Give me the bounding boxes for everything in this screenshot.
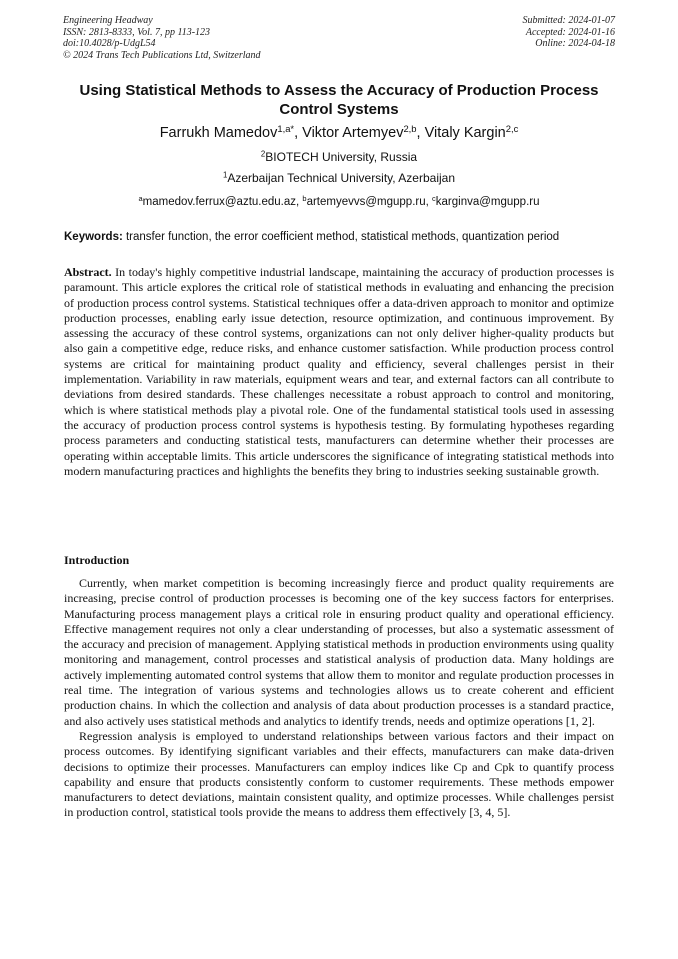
keywords-label: Keywords: [64, 231, 123, 243]
journal-info [63, 15, 261, 61]
journal-doi: doi:10.4028/p-UdgL54 [63, 38, 156, 49]
author-list: Farrukh Mamedov$^{1,a*}$, Viktor Artemyev$^{2,b}$, Vitaly Kargin$^{2,c}$ [159, 122, 519, 141]
affiliation: $^2$BIOTECH University, Russia [260, 149, 418, 164]
section-heading-introduction: Introduction [64, 553, 130, 567]
introduction-body [64, 576, 614, 821]
author-name: Vitaly Kargin [424, 125, 506, 141]
keywords-text: transfer function, the error coefficient method, statistical methods, quantization period [122, 231, 560, 243]
journal-name: Engineering Headway [63, 15, 153, 26]
journal-copyright: © 2024 Trans Tech Publications Ltd, Switzerland [63, 49, 261, 61]
abstract [64, 265, 614, 479]
email-link[interactable]: artemyevvs@mgupp.ru [306, 196, 426, 208]
submission-dates [523, 15, 616, 50]
abstract-label: Abstract. [64, 265, 112, 279]
email-link[interactable]: mamedov.ferrux@aztu.edu.az [142, 196, 297, 208]
submitted-date: Submitted: 2024-01-07 [522, 15, 615, 26]
author-affiliation-mark: 2,c [505, 122, 519, 134]
author-name: Viktor Artemyev [302, 125, 404, 141]
paper-title: Using Statistical Methods to Assess the Accuracy of Production Process Control Systems [79, 82, 599, 118]
journal-issn: ISSN: 2813-8333, Vol. 7, pp 113-123 [63, 26, 211, 38]
author-emails: $^a$mamedov.ferrux@aztu.edu.az, $^b$artemyevvs@mgupp.ru, $^c$karginva@mgupp.ru [138, 193, 540, 208]
abstract-text: In today's highly competitive industrial landscape, maintaining the accuracy of production processes is paramount. This article explores the critical role of statistical methods in evaluating and enhancing the precision of production process control systems. Statistical techniques offer a data-driven approach to monitor and optimize production processes, enabling early issue detection, resource optimization, and continuous improvement. By assessing the accuracy of these control systems, organizations can not only deliver higher-quality products but also gain a competitive edge, reduce risks, and enhance customer satisfaction. While production process control systems are critical for maintaining product quality and efficiency, several challenges persist in their implementation. Variability in raw materials, equipment wears and tear, and external factors can all contribute to deviations from desired standards. These challenges necessitate a robust approach to control and monitoring, which is where statistical methods play a pivotal role. One of the fundamental statistical tools used in assessing the accuracy of production process control systems is hypothesis testing. By formulating hypotheses regarding process parameters and conducting statistical tests, manufacturers can determine whether their processes are operating within acceptable limits. This article underscores the significance of integrating statistical methods into modern manufacturing practices and highlights the benefits they bring to industries seeking sustainable growth. [64, 265, 614, 478]
paragraph: Currently, when market competition is becoming increasingly fierce and product quality requirements are increasing, precise control of production processes is becoming one of the key success factors for enterprises. Manufacturing process management plays a critical role in ensuring product quality and operational efficiency. Effective management requires not only a clear understanding of processes, but also a systematic assessment of the accuracy and precision of management. Applying statistical methods in production environments using quality monitoring and management, control processes and statistical analysis of production data. Many holdings are actively implementing automated control systems that allow them to monitor and regulate production processes in real time. The integration of various systems and technologies allows us to create coherent and efficient production chains. In which the collection and analysis of data about production processes is a standard practice, and also actively uses statistical methods and analytics to identify trends, needs and optimize operations [1, 2]. [64, 576, 614, 728]
accepted-date: Accepted: 2024-01-16 [525, 26, 615, 38]
author-affiliation-mark: 1,a* [277, 122, 295, 134]
online-date: Online: 2024-04-18 [535, 38, 615, 49]
keywords [64, 230, 624, 244]
email-link[interactable]: karginva@mgupp.ru [435, 196, 540, 208]
author-affiliation-mark: 2,b [403, 122, 417, 134]
paragraph: Regression analysis is employed to understand relationships between various factors and their impact on process outcomes. By identifying significant variables and their effects, manufacturers can make data-driven decisions to optimize their processes. Manufacturers can employ indices like Cp and Cpk to quantify process capability and ensure that products consistently conform to customer requirements. These methods empower manufacturers to detect deviations, maintain consistent quality, and optimize processes. While challenges persist in production control, statistical tools provide the means to address them effectively [3, 4, 5]. [64, 728, 614, 820]
author-name: Farrukh Mamedov [159, 125, 278, 141]
affiliation: $^1$Azerbaijan Technical University, Azerbaijan [222, 170, 455, 185]
